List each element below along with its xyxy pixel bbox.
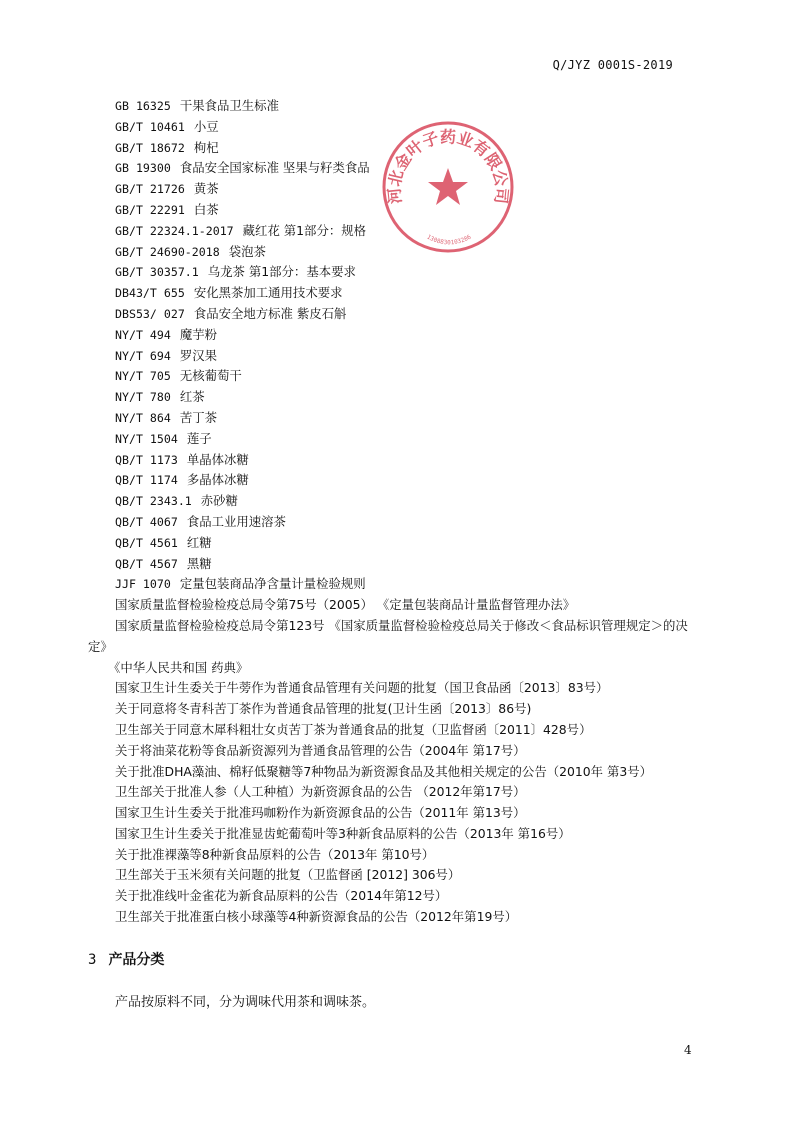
standard-title: 单晶体冰糖: [186, 451, 249, 467]
standard-item: [88, 117, 700, 138]
standard-item: [88, 242, 700, 263]
standard-item: [88, 533, 700, 554]
seal-company-name: 河北金叶子药业有限公司: [384, 127, 512, 205]
page-number: 4: [684, 1043, 692, 1057]
document-code: Q/JYZ 0001S-2019: [552, 58, 673, 72]
standard-code: GB/T 22291: [115, 202, 185, 217]
section-title: 产品分类: [108, 952, 165, 968]
standard-code: NY/T 694: [115, 348, 171, 363]
standard-item: [88, 450, 700, 471]
section-heading: [88, 949, 164, 969]
standard-item: [88, 470, 700, 491]
notice-item: 关于同意将冬青科苦丁茶作为普通食品管理的批复(卫计生函〔2013〕86号): [115, 701, 532, 717]
standard-item: [88, 408, 700, 429]
standard-item: [88, 283, 700, 304]
standard-code: GB 19300: [115, 161, 171, 176]
standard-item: [88, 491, 700, 512]
standard-code: NY/T 864: [115, 410, 171, 425]
standard-code: NY/T 494: [115, 327, 171, 342]
standard-item: [88, 200, 700, 221]
normative-references: [88, 96, 700, 928]
standard-item: [88, 96, 700, 117]
notice-item: 卫生部关于同意木犀科粗壮女贞苦丁茶为普通食品的批复（卫监督函〔2011〕428号）: [115, 721, 592, 737]
standard-code: DBS53/ 027: [115, 306, 185, 321]
standard-item: [88, 429, 700, 450]
standard-title: 红糖: [186, 534, 212, 550]
standard-code: QB/T 1173: [115, 452, 178, 467]
standard-title: 食品安全国家标准 坚果与籽类食品: [179, 160, 370, 176]
standard-title: 袋泡茶: [228, 243, 266, 259]
notice-item: 关于批准线叶金雀花为新食品原料的公告（2014年第12号）: [115, 888, 448, 904]
standard-item: [88, 304, 700, 325]
notice-item: 卫生部关于玉米须有关问题的批复（卫监督函 [2012] 306号）: [115, 867, 461, 883]
standard-title: 苦丁茶: [179, 409, 218, 425]
standard-item: [88, 387, 700, 408]
standard-code: NY/T 780: [115, 390, 171, 405]
regulation-line: 国家质量监督检验检疫总局令第123号 《国家质量监督检验检疫总局关于修改＜食品标识管理规定＞的决定》: [88, 617, 688, 654]
standard-code: JJF 1070: [115, 577, 171, 592]
standard-title: 小豆: [193, 118, 219, 134]
standard-item: [88, 262, 700, 283]
standard-code: GB/T 22324.1-2017: [115, 223, 234, 238]
standard-item: [88, 366, 700, 387]
notice-item: 关于批准裸藻等8种新食品原料的公告（2013年 第10号）: [115, 846, 435, 862]
notice-item: 关于批准DHA藻油、棉籽低聚糖等7种物品为新资源食品及其他相关规定的公告（2010年 第3号）: [115, 763, 653, 779]
notice-item: 国家卫生计生委关于牛蒡作为普通食品管理有关问题的批复（国卫食品函〔2013〕83号）: [115, 680, 609, 696]
standard-code: GB 16325: [115, 99, 171, 113]
standard-title: 安化黑茶加工通用技术要求: [193, 285, 343, 301]
standard-code: QB/T 4561: [115, 535, 178, 550]
standard-title: 红茶: [179, 389, 205, 405]
standard-title: 多晶体冰糖: [186, 472, 249, 488]
standard-item: [88, 179, 700, 200]
standard-title: 乌龙茶 第1部分：基本要求: [207, 264, 356, 280]
standard-code: QB/T 1174: [115, 473, 178, 488]
notices-list: [88, 678, 700, 928]
standard-code: QB/T 4567: [115, 556, 178, 571]
standard-title: 无核葡萄干: [179, 368, 242, 384]
standard-title: 黑糖: [186, 555, 212, 571]
standard-title: 白茶: [193, 201, 219, 217]
standard-title: 定量包装商品净含量计量检验规则: [179, 576, 366, 592]
standard-code: QB/T 2343.1: [115, 494, 192, 509]
standard-code: NY/T 705: [115, 369, 171, 384]
standard-code: GB/T 24690-2018: [115, 244, 220, 259]
standard-title: 枸杞: [193, 139, 219, 155]
standard-item: [88, 138, 700, 159]
notice-item: 国家卫生计生委关于批准显齿蛇葡萄叶等3种新食品原料的公告（2013年 第16号）: [115, 825, 571, 841]
notice-item: 关于将油菜花粉等食品新资源列为普通食品管理的公告（2004年 第17号）: [115, 742, 526, 758]
notice-item: 卫生部关于批准人参（人工种植）为新资源食品的公告 （2012年第17号）: [115, 784, 526, 800]
seal-number: 1308830103286: [425, 233, 473, 247]
standard-item: [88, 574, 700, 595]
standard-title: 干果食品卫生标准: [179, 98, 279, 113]
standard-code: GB/T 30357.1: [115, 265, 199, 280]
standard-title: 魔芋粉: [179, 326, 218, 342]
standard-item: [88, 346, 700, 367]
standard-title: 藏红花 第1部分：规格: [242, 222, 367, 238]
standard-title: 莲子: [186, 430, 212, 446]
standard-title: 赤砂糖: [200, 493, 238, 509]
standard-item: [88, 554, 700, 575]
regulation-line: 国家质量监督检验检疫总局令第75号（2005） 《定量包装商品计量监督管理办法》: [115, 597, 576, 613]
standards-list: [88, 96, 700, 595]
standard-item: [88, 512, 700, 533]
notice-item: 国家卫生计生委关于批准玛咖粉作为新资源食品的公告（2011年 第13号）: [115, 805, 526, 821]
notice-item: 卫生部关于批准蛋白核小球藻等4种新资源食品的公告（2012年第19号）: [115, 909, 518, 925]
standard-item: [88, 158, 700, 179]
standard-code: GB/T 10461: [115, 119, 185, 134]
standard-code: DB43/T 655: [115, 286, 185, 301]
standard-title: 罗汉果: [179, 347, 218, 363]
standard-code: GB/T 21726: [115, 182, 185, 197]
standard-code: QB/T 4067: [115, 514, 178, 529]
body-paragraph: 产品按原料不同，分为调味代用茶和调味茶。: [115, 995, 376, 1010]
standard-code: NY/T 1504: [115, 431, 178, 446]
standard-title: 食品工业用速溶茶: [186, 513, 286, 529]
pharmacopoeia-line: 《中华人民共和国 药典》: [108, 659, 249, 675]
section-number: 3: [88, 952, 97, 968]
standard-title: 黄茶: [193, 181, 219, 197]
standard-item: [88, 221, 700, 242]
standard-code: GB/T 18672: [115, 140, 185, 155]
standard-title: 食品安全地方标准 紫皮石斛: [193, 305, 347, 321]
standard-item: [88, 325, 700, 346]
